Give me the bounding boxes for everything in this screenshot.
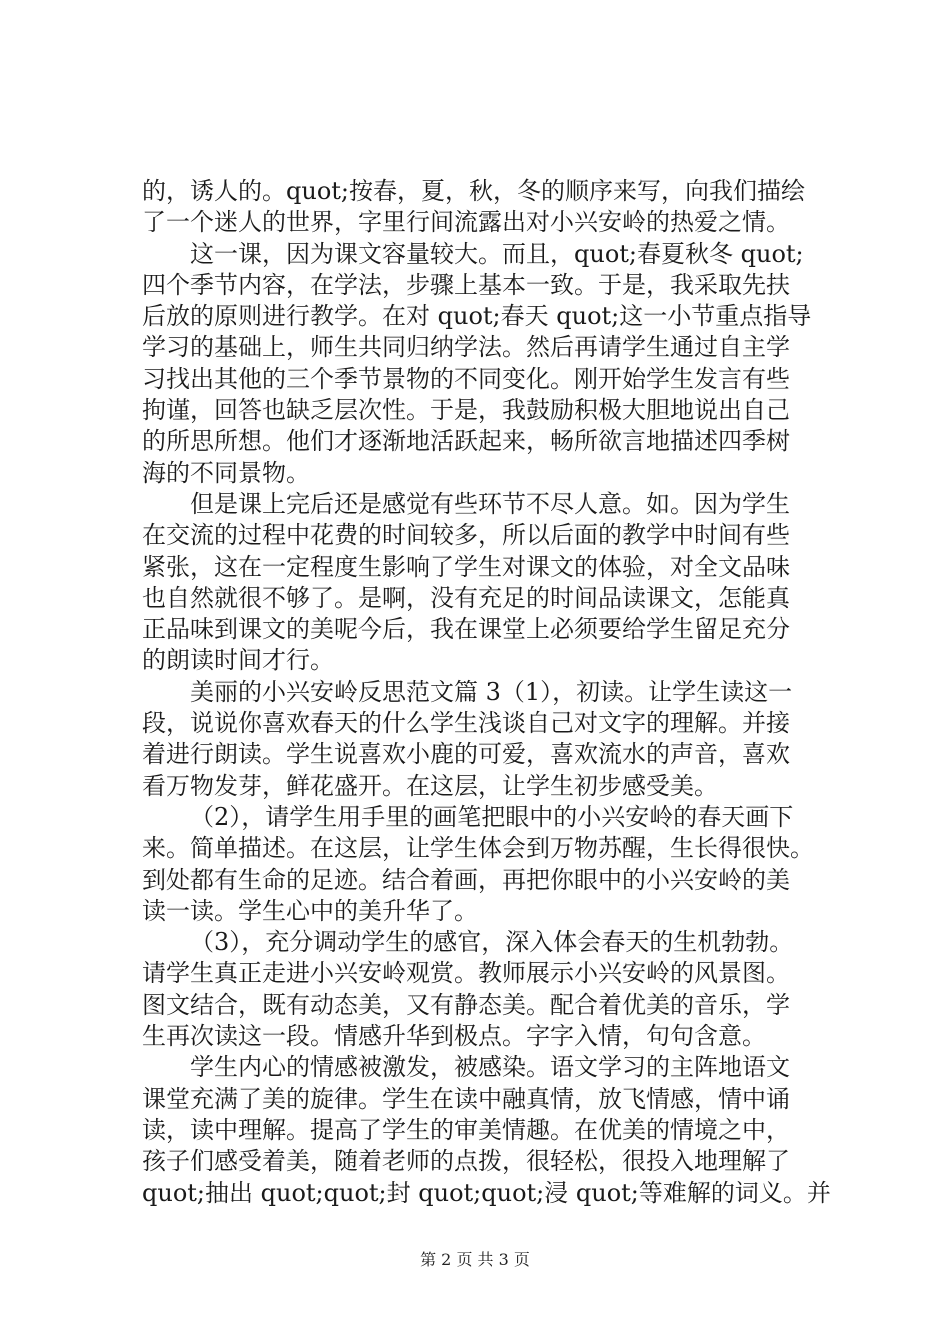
text-line: 学生内心的情感被激发，被感染。语文学习的主阵地语文 xyxy=(190,1053,790,1082)
text-line: 学习的基础上，师生共同归纳学法。然后再请学生通过自主学 xyxy=(142,333,790,362)
text-line: 看万物发芽，鲜花盛开。在这层，让学生初步感受美。 xyxy=(142,771,718,800)
text-line: 这一课，因为课文容量较大。而且，quot;春夏秋冬 quot; xyxy=(190,239,804,268)
text-line: 段，说说你喜欢春天的什么学生浅谈自己对文字的理解。并接 xyxy=(142,709,790,738)
text-line: 但是课上完后还是感觉有些环节不尽人意。如。因为学生 xyxy=(190,489,790,518)
text-line: 也自然就很不够了。是啊，没有充足的时间品读课文，怎能真 xyxy=(142,583,790,612)
text-line: 孩子们感受着美，随着老师的点拨，很轻松，很投入地理解了 xyxy=(142,1147,790,1176)
page-footer: 第 2 页 共 3 页 xyxy=(420,1250,530,1269)
text-line: 拘谨，回答也缺乏层次性。于是，我鼓励积极大胆地说出自己 xyxy=(142,396,790,425)
text-line: 读一读。学生心中的美升华了。 xyxy=(142,896,478,925)
text-line: 后放的原则进行教学。在对 quot;春天 quot;这一小节重点指导 xyxy=(142,302,812,331)
text-line: （2），请学生用手里的画笔把眼中的小兴安岭的春天画下 xyxy=(190,802,794,831)
document-body xyxy=(142,176,842,1209)
text-line: 在交流的过程中花费的时间较多，所以后面的教学中时间有些 xyxy=(142,521,790,550)
text-line: 图文结合，既有动态美，又有静态美。配合着优美的音乐，学 xyxy=(142,990,790,1019)
text-line: 了一个迷人的世界，字里行间流露出对小兴安岭的热爱之情。 xyxy=(142,208,790,237)
text-line: 生再次读这一段。情感升华到极点。字字入情，句句含意。 xyxy=(142,1022,766,1051)
text-line: 读，读中理解。提高了学生的审美情趣。在优美的情境之中， xyxy=(142,1115,790,1144)
text-line: 着进行朗读。学生说喜欢小鹿的可爱，喜欢流水的声音，喜欢 xyxy=(142,740,790,769)
text-line: 的朗读时间才行。 xyxy=(142,646,334,675)
text-line: quot;抽出 quot;quot;封 quot;quot;浸 quot;等难解的词义。并 xyxy=(142,1178,831,1207)
text-line: （3），充分调动学生的感官，深入体会春天的生机勃勃。 xyxy=(190,928,794,957)
text-line: 请学生真正走进小兴安岭观赏。教师展示小兴安岭的风景图。 xyxy=(142,959,790,988)
text-line: 的，诱人的。quot;按春，夏，秋，冬的顺序来写，向我们描绘 xyxy=(142,177,805,205)
text-line: 到处都有生命的足迹。结合着画，再把你眼中的小兴安岭的美 xyxy=(142,865,790,894)
text-line: 正品味到课文的美呢今后，我在课堂上必须要给学生留足充分 xyxy=(142,615,790,644)
text-line: 的所思所想。他们才逐渐地活跃起来，畅所欲言地描述四季树 xyxy=(142,427,790,456)
text-line: 习找出其他的三个季节景物的不同变化。刚开始学生发言有些 xyxy=(142,364,790,393)
text-line: 海的不同景物。 xyxy=(142,458,310,487)
text-line: 课堂充满了美的旋律。学生在读中融真情，放飞情感，情中诵 xyxy=(142,1084,790,1113)
text-line: 美丽的小兴安岭反思范文篇 3（1），初读。让学生读这一 xyxy=(190,677,793,706)
text-line: 四个季节内容，在学法，步骤上基本一致。于是，我采取先扶 xyxy=(142,270,790,299)
text-line: 来。简单描述。在这层，让学生体会到万物苏醒，生长得很快。 xyxy=(142,834,814,863)
text-line: 紧张，这在一定程度生影响了学生对课文的体验，对全文品味 xyxy=(142,552,790,581)
